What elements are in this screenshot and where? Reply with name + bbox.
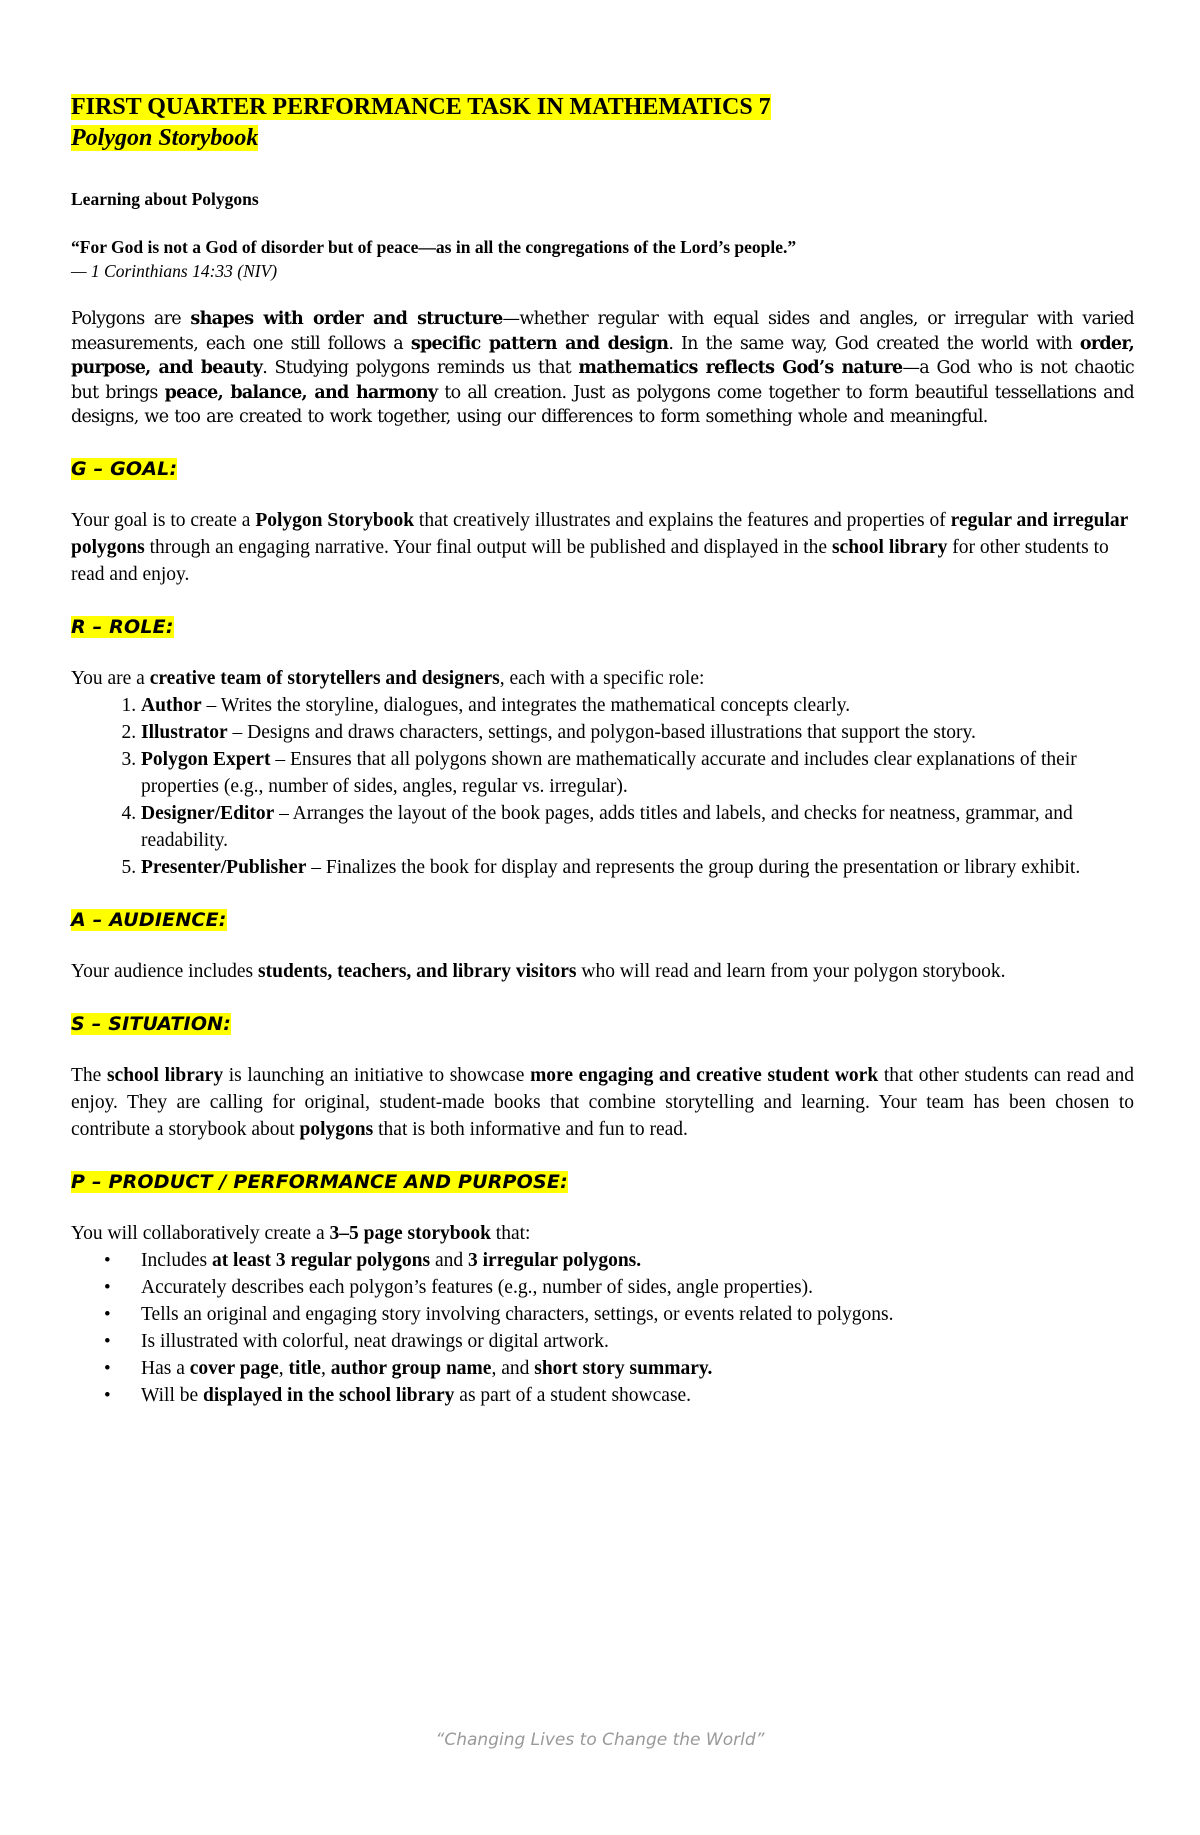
situation-heading: S – SITUATION:: [71, 1012, 232, 1035]
audience-heading: A – AUDIENCE:: [71, 908, 227, 931]
product-paragraph: You will collaboratively create a 3–5 page storybook that:: [71, 1222, 531, 1244]
document-title: FIRST QUARTER PERFORMANCE TASK IN MATHEMATICS 7: [71, 94, 771, 120]
list-item: • Will be displayed in the school library as part of a student showcase.: [141, 1382, 1134, 1409]
product-heading: P – PRODUCT / PERFORMANCE AND PURPOSE:: [71, 1170, 568, 1193]
audience-paragraph: Your audience includes students, teachers, and library visitors who will read and learn from your polygon storybook.: [71, 960, 1006, 982]
list-item: • Is illustrated with colorful, neat drawings or digital artwork.: [141, 1328, 1134, 1355]
list-item: 3. Polygon Expert – Ensures that all polygons shown are mathematically accurate and includes clear explanations of their properties (e.g., number of sides, angles, regular vs. irregular).: [141, 746, 1134, 800]
bullet-icon: •: [104, 1303, 111, 1325]
role-list: [71, 692, 1134, 881]
goal-paragraph: Your goal is to create a Polygon Storybook that creatively illustrates and explains the features and properties of regular and irregular polygons through an engaging narrative. Your final output will be published and displayed in the school library for other students to read and enjoy.: [71, 509, 1128, 585]
list-item: • Has a cover page, title, author group name, and short story summary.: [141, 1355, 1134, 1382]
bible-verse: “For God is not a God of disorder but of peace—as in all the congregations of the Lord’s people.”: [71, 237, 797, 257]
list-item: 2. Illustrator – Designs and draws characters, settings, and polygon-based illustrations that support the story.: [141, 719, 1134, 746]
list-item: • Accurately describes each polygon’s features (e.g., number of sides, angle properties).: [141, 1274, 1134, 1301]
situation-paragraph: The school library is launching an initiative to showcase more engaging and creative student work that other students can read and enjoy. They are calling for original, student-made books that combine storytelling and learning. Your team has been chosen to contribute a storybook about polygons that is both informative and fun to read.: [71, 1064, 1134, 1140]
bullet-icon: •: [104, 1357, 111, 1379]
list-item: • Tells an original and engaging story involving characters, settings, or events related to polygons.: [141, 1301, 1134, 1328]
bullet-icon: •: [104, 1249, 111, 1271]
role-paragraph: You are a creative team of storytellers and designers, each with a specific role:: [71, 667, 705, 689]
list-item: 5. Presenter/Publisher – Finalizes the book for display and represents the group during the presentation or library exhibit.: [141, 854, 1134, 881]
footer-motto: “Changing Lives to Change the World”: [435, 1730, 765, 1750]
list-item: • Includes at least 3 regular polygons and 3 irregular polygons.: [141, 1247, 1134, 1274]
bullet-icon: •: [104, 1330, 111, 1352]
goal-heading: G – GOAL:: [71, 457, 178, 480]
product-bullet-list: [71, 1247, 1134, 1409]
bullet-icon: •: [104, 1276, 111, 1298]
verse-reference: — 1 Corinthians 14:33 (NIV): [71, 261, 278, 281]
list-item: 1. Author – Writes the storyline, dialogues, and integrates the mathematical concepts clearly.: [141, 692, 1134, 719]
intro-paragraph: Polygons are shapes with order and structure—whether regular with equal sides and angles, or irregular with varied measurements, each one still follows a specific pattern and design. In the same way, God created the world with order, purpose, and beauty. Studying polygons reminds us that mathematics reflects God’s nature—a God who is not chaotic but brings peace, balance, and harmony to all creation. Just as polygons come together to form beautiful tessellations and designs, we too are created to work together, using our differences to form something whole and meaningful.: [71, 309, 1135, 427]
list-item: 4. Designer/Editor – Arranges the layout of the book pages, adds titles and labels, and checks for neatness, grammar, and readability.: [141, 800, 1134, 854]
document-body: [71, 92, 1134, 1409]
role-heading: R – ROLE:: [71, 615, 174, 638]
learning-heading: Learning about Polygons: [71, 189, 259, 209]
document-subtitle: Polygon Storybook: [71, 125, 259, 151]
bullet-icon: •: [104, 1384, 111, 1406]
